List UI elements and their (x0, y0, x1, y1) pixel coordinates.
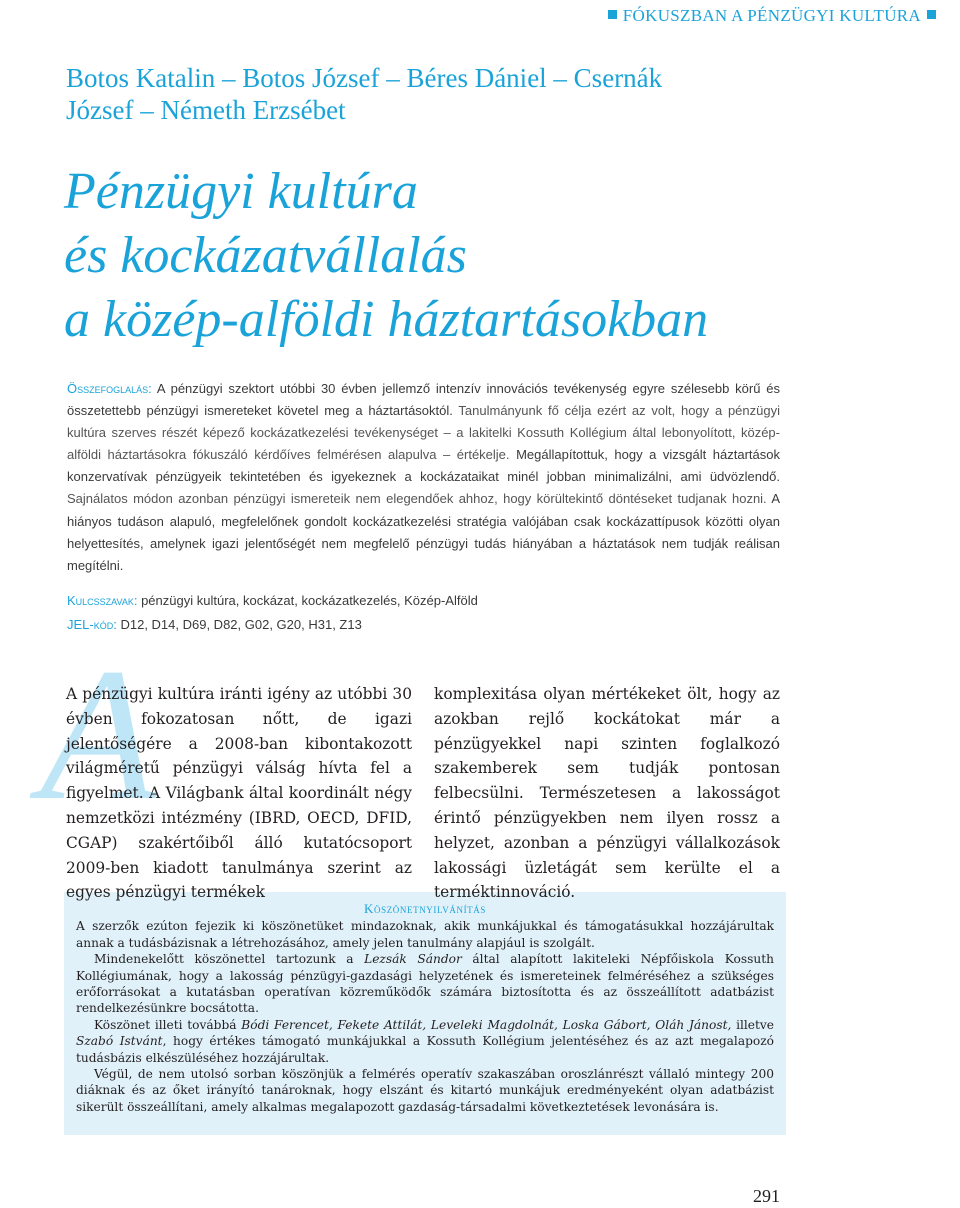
keywords-text: pénzügyi kultúra, kockázat, kockázatkezelés, Közép-Alföld (137, 593, 478, 608)
ack-p2-name: Lezsák Sándor (364, 952, 462, 967)
ack-paragraph-1: A szerzők ezúton fejezik ki köszönetüket mindazoknak, akik munkájukkal és támogatásukkal hozzájárultak annak a tudásbázisnak a létrehozásához, amely jelen tanulmány alapjául is szolgált. (76, 919, 774, 950)
ack-p3-names: Bódi Ferencet, Fekete Attilát, Leveleki Magdolnát, Loska Gábort, Oláh Jánost, (241, 1017, 732, 1032)
running-head-text: FÓKUSZBAN A PÉNZÜGYI KULTÚRA (622, 6, 921, 25)
abstract (67, 378, 780, 577)
authors-line-1: Botos Katalin – Botos József – Béres Dániel – Csernák (66, 63, 663, 93)
authors-line-2: József – Németh Erzsébet (66, 95, 346, 125)
keywords (67, 593, 780, 608)
ack-p2-text-b: által alapított lakiteleki Népfőiskola Kossuth Kollégiumának, hogy a lakosság pénzügyi-gazdasági helyzetének és ismereteinek felméréséhez a szükséges erőforrásokat a kutatásban operatívan közreműködők számára biztosította és az összeállított adatbázist rendelkezésünkre bocsátotta. (76, 952, 774, 1016)
jel-label: JEL-kód: (67, 617, 117, 632)
ack-paragraph-3 (76, 1017, 774, 1066)
acknowledgements-title: Köszönetnyilvánítás (364, 901, 486, 916)
title-line-3: a közép-alföldi háztartásokban (64, 291, 709, 348)
title-line-2: és kockázatvállalás (64, 227, 467, 284)
keywords-label: Kulcsszavak: (67, 593, 138, 608)
article-title (64, 160, 924, 352)
running-head (602, 6, 942, 26)
abstract-text-2: Tanulmányunk fő célja ezért az volt, hogy a pénzügyi kultúra szerves részét képező kockázatkezelési tevékenységet – a lakitelki Kossuth Kollégium által lebonyolított, közép-alföldi háztartásokra fókuszáló kérdőíves felmérésen alapulva – értékelje. (67, 403, 780, 463)
page-number: 291 (753, 1186, 780, 1206)
square-bullet-icon (608, 10, 617, 19)
ack-paragraph-4: Végül, de nem utolsó sorban köszönjük a felmérés operatív szakaszában oroszlánrészt vállaló mintegy 200 diáknak és az őket irányító tanároknak, hogy elszánt és kitartó munkájuk eredményeként olyan adatbázist sikerült összeállítani, amely alkalmas megalapozott gazdaság-társadalmi következtetések levonására is. (76, 1067, 774, 1114)
jel-text: D12, D14, D69, D82, G02, G20, H31, Z13 (116, 617, 362, 632)
ack-p2-text-a: Mindenekelőtt köszönettel tartozunk a (94, 952, 365, 967)
abstract-label: Összefoglalás: (67, 381, 152, 396)
acknowledgements-box (64, 892, 786, 1135)
body-column-2: komplexitása olyan mértékeket ölt, hogy az azokban rejlő kockátokat már a pénzügyekkel napi szinten foglalkozó szakemberek sem tudják pontosan felbecsülni. Természetesen a lakosságot érintő pénzügyekben nem ilyen rossz a helyzet, azonban a pénzügyi vállalkozások lakossági üzletágát sem kerülte el a terméktinnováció. (434, 685, 780, 902)
title-line-1: Pénzügyi kultúra (64, 163, 418, 220)
abstract-text-3: Megállapítottuk, hogy a vizsgált háztartások konzervatívak pénzügyeik tekintetében és igyekeznek a kockázataikat minél jobban minimalizálni, ami üdvözlendő. (67, 447, 780, 485)
body-column-1: A pénzügyi kultúra iránti igény az utóbbi 30 évben fokozatosan nőtt, de igazi jelentőségére a 2008-ban kibontakozott világméretű pénzügyi válság hívta fel a figyelmet. A Világbank által koordinált négy nemzetközi intézmény (IBRD, OECD, DFID, CGAP) szakértőiből álló kutatócsoport 2009-ben kiadott tanulmánya szerint az egyes pénzügyi termékek (66, 685, 412, 902)
square-bullet-icon (927, 10, 936, 19)
ack-p3-text-c: , hogy értékes támogató munkájukkal a Kossuth Kollégium jelentéséhez és az azt megalapozó tudásbázis elkészüléséhez hozzájárultak. (76, 1034, 774, 1065)
abstract-text-5: A hiányos tudáson alapuló, megfelelőnek gondolt kockázatkezelési stratégia valójában csak kockázattípusok közötti olyan helyettesítés, amelynek igazi jelentőségét nem megfelelő pénzügyi tudás hiányában a háztatások nem tudják reálisan megítélni. (67, 491, 780, 573)
drop-cap: A (40, 630, 157, 840)
abstract-text-4: Sajnálatos módon azonban pénzügyi ismereteik nem elegendőek ahhoz, hogy körültekintő döntéseket tudjanak hozni. (67, 491, 772, 507)
ack-p3-name-2: Szabó Istvánt (76, 1034, 163, 1049)
jel-codes (67, 617, 780, 632)
ack-p3-text-a: Köszönet illeti továbbá (94, 1017, 242, 1032)
ack-paragraph-2 (76, 951, 774, 1017)
ack-p3-text-b: illetve (731, 1017, 775, 1032)
authors (66, 62, 766, 126)
abstract-text-1: A pénzügyi szektort utóbbi 30 évben jellemző intenzív innovációs tevékenység egyre szélesebb körű és összetettebb pénzügyi ismereteket követel meg a háztartásoktól. (67, 381, 780, 419)
